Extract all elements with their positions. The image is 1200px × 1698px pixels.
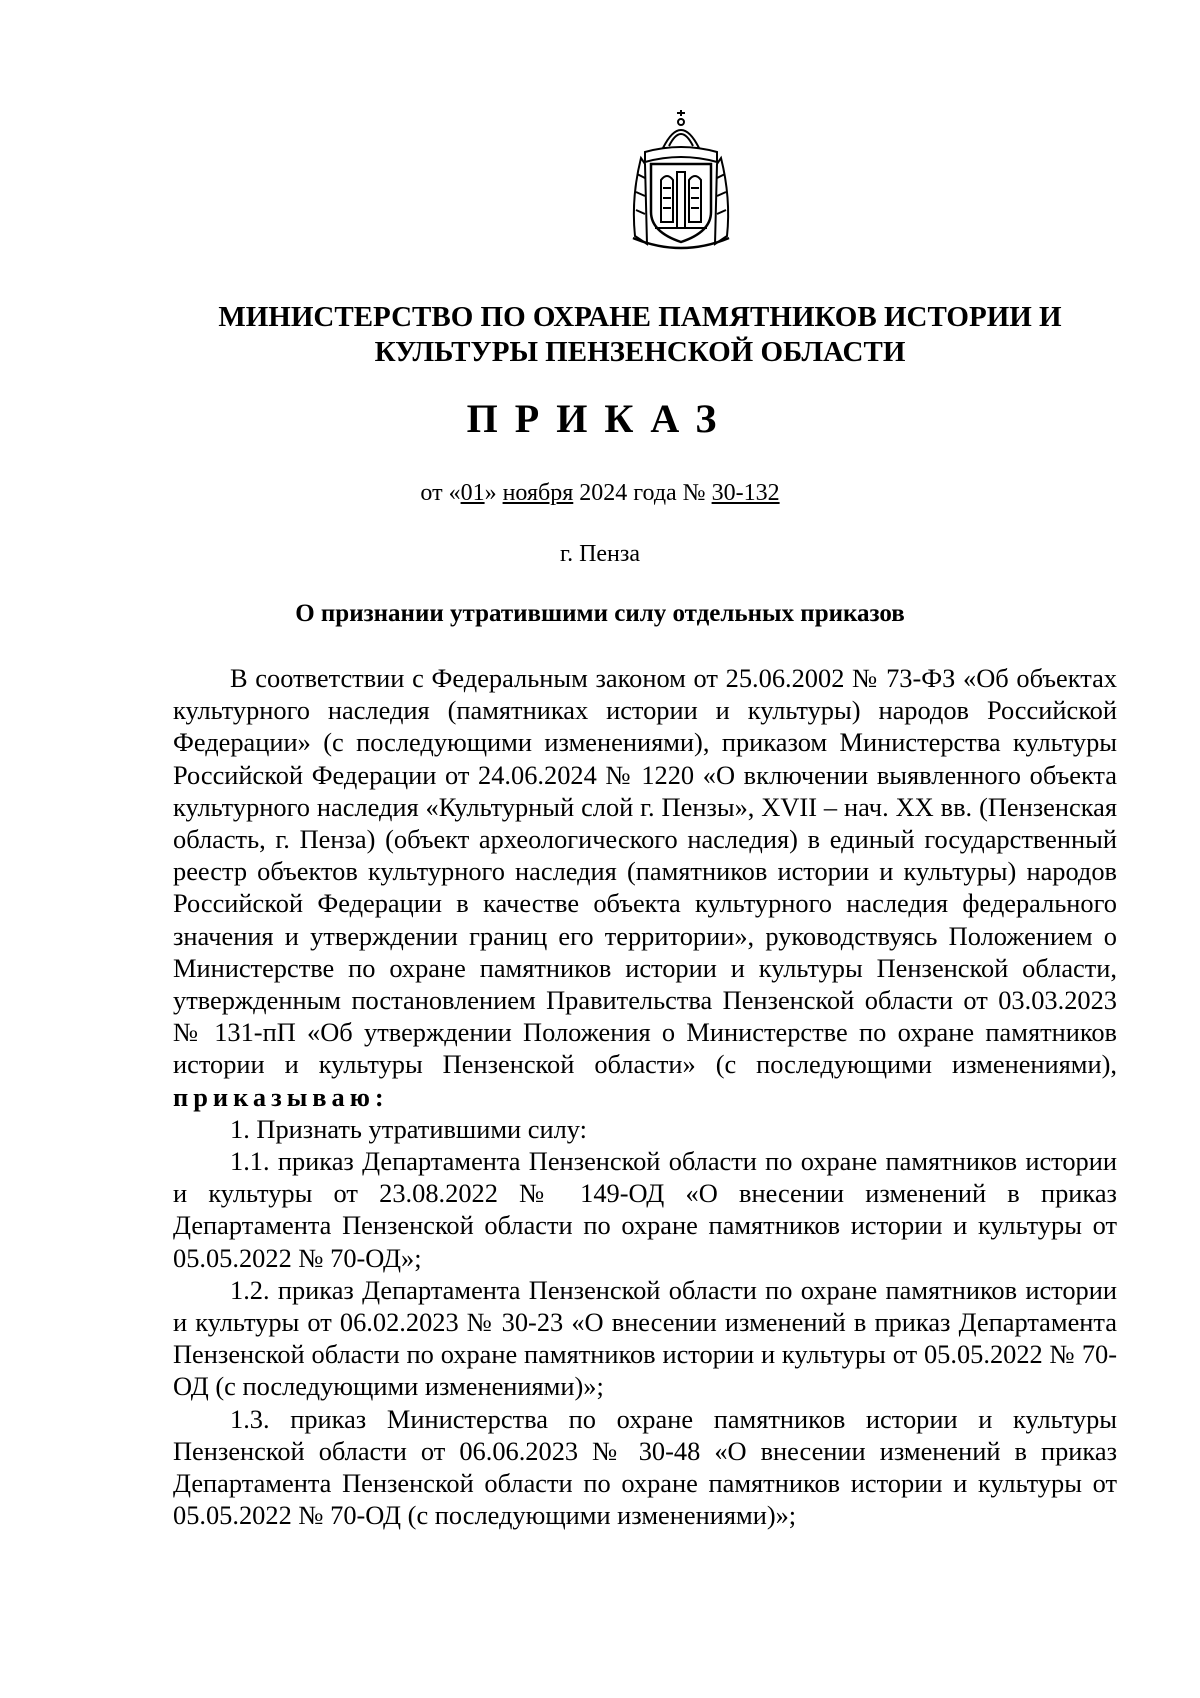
- ministry-name-line-1: МИНИСТЕРСТВО ПО ОХРАНЕ ПАМЯТНИКОВ ИСТОРИИ И: [218, 301, 1062, 333]
- item-1-2: 1.2. приказ Департамента Пензенской области по охране памятников истории и культуры от 06.02.2023 № 30-23 «О внесении изменений в приказ Департамента Пензенской области по охране памятников истории и культуры от 05.05.2022 № 70-ОД (с последующими изменениями)»;: [173, 1274, 1117, 1402]
- order-subject: О признании утратившими силу отдельных приказов: [295, 600, 905, 627]
- dateline-mid: »: [484, 480, 503, 506]
- order-word: приказываю:: [173, 1081, 389, 1112]
- order-body: [173, 662, 1117, 1531]
- document-type-title: ПРИКАЗ: [466, 396, 734, 441]
- preamble-text: В соответствии с Федеральным законом от 25.06.2002 № 73-ФЗ «Об объектах культурного наследия (памятниках истории и культуры) народов Российской Федерации» (с последующими изменениями), приказом Министерства культуры Российской Федерации от 24.06.2024 № 1220 «О включении выявленного объекта культурного наследия «Культурный слой г. Пензы», XVII – нач. XX вв. (Пензенская область, г. Пенза) (объект археологического наследия) в единый государственный реестр объектов культурного наследия (памятников истории и культуры) народов Российской Федерации в качестве объекта культурного наследия федерального значения и утверждении границ его территории», руководствуясь Положением о Министерстве по охране памятников истории и культуры Пензенской области, утвержденным постановлением Правительства Пензенской области от 03.03.2023 № 131-пП «Об утверждении Положения о Министерстве по охране памятников истории и культуры Пензенской области» (с последующими изменениями),: [173, 663, 1117, 1080]
- item-1: 1. Признать утратившими силу:: [230, 1113, 587, 1144]
- order-day: 01: [460, 480, 485, 506]
- dateline-year: 2024 года №: [573, 480, 712, 506]
- order-month: ноября: [502, 480, 574, 506]
- item-1-1: 1.1. приказ Департамента Пензенской области по охране памятников истории и культуры от 23.08.2022 № 149-ОД «О внесении изменений в приказ Департамента Пензенской области по охране памятников истории и культуры от 05.05.2022 № 70-ОД»;: [173, 1146, 1117, 1273]
- ministry-name: [200, 300, 1080, 370]
- coat-of-arms-emblem: [625, 108, 737, 250]
- order-number: 30-132: [711, 480, 780, 506]
- order-dateline: [0, 478, 1200, 508]
- ministry-name-line-2: КУЛЬТУРЫ ПЕНЗЕНСКОЙ ОБЛАСТИ: [374, 336, 906, 368]
- item-1-3: 1.3. приказ Министерства по охране памятников истории и культуры Пензенской области от 06.06.2023 № 30-48 «О внесении изменений в приказ Департамента Пензенской области по охране памятников истории и культуры от 05.05.2022 № 70-ОД (с последующими изменениями)»;: [173, 1403, 1117, 1531]
- city: г. Пенза: [559, 541, 641, 567]
- preamble-paragraph: [173, 662, 1117, 1113]
- dateline-prefix: от «: [420, 480, 461, 506]
